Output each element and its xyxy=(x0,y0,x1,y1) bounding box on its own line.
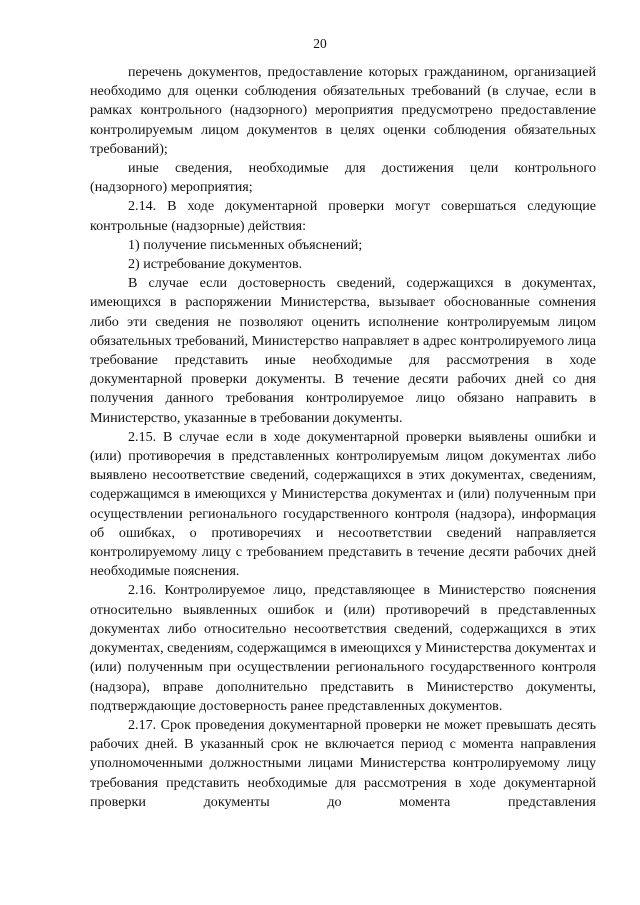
paragraph-document-list: перечень документов, предоставление которых гражданином, организацией необходимо для оценки соблюдения обязательных требований (в случае, если в рамках контрольного (надзорного) мероприятия предусмотрено предоставление контролируемым лицом документов в целях оценки соблюдения обязательных требований); xyxy=(90,64,596,157)
paragraph-item-2: 2) истребование документов. xyxy=(128,256,303,273)
paragraph-item-1: 1) получение письменных объяснений; xyxy=(128,236,363,253)
page-number: 20 xyxy=(313,36,327,51)
paragraph-2-15: 2.15. В случае если в ходе документарной проверки выявлены ошибки и (или) противоречия в представленных контролируемым лицом документах либо выявлено несоответствие сведений, содержащихся в этих документах, сведениям, содержащимся в имеющихся у Министерства документах и (или) полученным при осуществлении регионального государственного контроля (надзора), информация об ошибках, о противоречиях и несоответствии сведений направляется контролируемому лицу с требованием представить в течение десяти рабочих дней необходимые пояснения. xyxy=(90,428,596,580)
paragraph-2-14: 2.14. В ходе документарной проверки могут совершаться следующие контрольные (надзорные) действия: xyxy=(90,198,596,234)
paragraph-doubt: В случае если достоверность сведений, содержащихся в документах, имеющихся в распоряжении Министерства, вызывает обоснованные сомнения либо эти сведения не позволяют оценить исполнение контролируемым лицом обязательных требований, Министерство направляет в адрес контролируемого лица требование представить иные необходимые для рассмотрения в ходе документарной проверки документы. В течение десяти рабочих дней со дня получения данного требования контролируемое лицо обязано направить в Министерство, указанные в требовании документы. xyxy=(90,275,596,426)
paragraph-2-17: 2.17. Срок проведения документарной проверки не может превышать десять рабочих дней. В указанный срок не включается период с момента направления уполномоченными должностными лицами Министерства контролируемому лицу требования представить необходимые для рассмотрения в ходе документарной проверки документы до момента представления xyxy=(90,716,596,810)
paragraph-other-info: иные сведения, необходимые для достижения цели контрольного (надзорного) мероприятия; xyxy=(90,160,596,196)
document-body xyxy=(90,63,596,812)
paragraph-2-16: 2.16. Контролируемое лицо, представляющее в Министерство пояснения относительно выявленных ошибок и (или) противоречий в представленных документах либо относительно несоответствия сведений, содержащихся в этих документах, сведениям, содержащимся в имеющихся у Министерства документах и (или) полученным при осуществлении регионального государственного контроля (надзора), вправе дополнительно представить в Министерство документы, подтверждающие достоверность ранее представленных документов. xyxy=(90,582,596,714)
